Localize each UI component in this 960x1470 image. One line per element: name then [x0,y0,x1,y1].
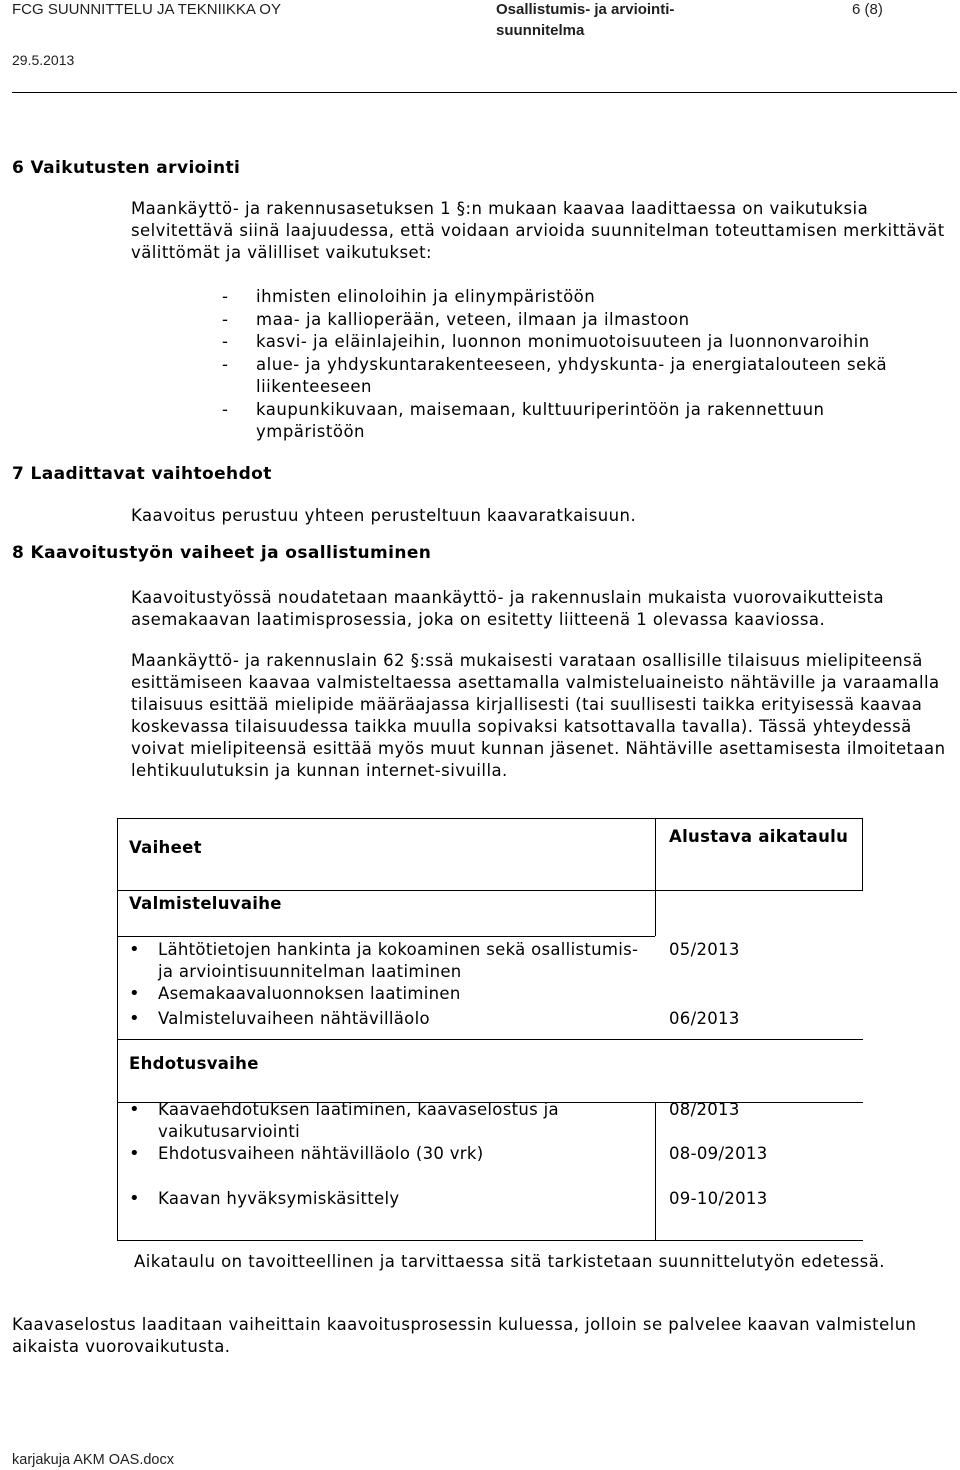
schedule-note: Aikataulu on tavoitteellinen ja tarvittaessa sitä tarkistetaan suunnittelutyön edetessä. [134,1252,885,1271]
table-border-left [117,818,118,1241]
document-title-line1: Osallistumis- ja arviointi- [496,1,675,18]
section-6-intro: Maankäyttö- ja rakennusasetuksen 1 §:n mukaan kaavaa laadittaessa on vaikutuksia selvitettävä siinä laajuudessa, että voidaan arvioida suunnitelman toteuttamisen merkittävät välittömät ja välilliset vaikutukset: [131,199,945,262]
table-border-bottom [117,1240,863,1241]
list-item: • Kaavan hyväksymiskäsittely [125,1188,645,1210]
phase-2-task-3 [125,1188,645,1210]
section-6-heading: 6 Vaikutusten arviointi [12,158,241,178]
phase-2-task-1 [125,1099,645,1143]
document-title-line2: suunnitelma [496,22,585,39]
table-header-schedule: Alustava aikataulu [669,827,849,846]
phase-2-date-1: 08/2013 [669,1100,740,1119]
impact-list [218,286,938,444]
phase-1-title: Valmisteluvaihe [129,894,282,913]
list-item: - kasvi- ja eläinlajeihin, luonnon monimuotoisuuteen ja luonnonvaroihin [218,331,938,354]
phase-2-title: Ehdotusvaihe [129,1054,259,1073]
table-phase1-title-divider [117,936,655,937]
section-8-para1: Kaavoitustyössä noudatetaan maankäyttö- ja rakennuslain mukaista vuorovaikutteista asemakaavan laatimisprosessia, joka on esitetty liitteenä 1 olevassa kaaviossa. [131,588,885,629]
header-rule [12,92,957,93]
phase-1-date: 05/2013 [669,940,740,959]
footer-filename: karjakuja AKM OAS.docx [12,1452,174,1468]
table-header-phases: Vaiheet [129,838,202,857]
company-name: FCG SUUNNITTELU JA TEKNIIKKA OY [12,1,281,18]
list-item: - maa- ja kallioperään, veteen, ilmaan ja ilmastoon [218,309,938,332]
section-8-heading: 8 Kaavoitustyön vaiheet ja osallistuminen [12,543,432,563]
closing-paragraph: Kaavaselostus laaditaan vaiheittain kaavoitusprosessin kuluessa, jolloin se palvelee kaavan valmistelun aikaista vuorovaikutusta. [12,1315,917,1356]
phase-1-display-date: 06/2013 [669,1009,740,1028]
phase-1-display-task [125,1008,645,1030]
section-7-heading: 7 Laadittavat vaihtoehdot [12,464,272,484]
phase-1-tasks [125,939,645,1005]
list-item: • Ehdotusvaiheen nähtävilläolo (30 vrk) [125,1143,645,1165]
table-border-right-header [862,818,863,891]
list-item: - ihmisten elinoloihin ja elinympäristöön [218,286,938,309]
phase-2-date-2: 08-09/2013 [669,1144,768,1163]
table-column-divider-phase1 [655,890,656,936]
list-item: - alue- ja yhdyskuntarakenteeseen, yhdyskunta- ja energiatalouteen sekä liikenteeseen [218,354,938,399]
table-column-divider-header [655,818,656,891]
list-item: • Lähtötietojen hankinta ja kokoaminen sekä osallistumis- ja arviointisuunnitelman laatiminen [125,939,645,983]
phase-2-task-2 [125,1143,645,1165]
list-item: • Valmisteluvaiheen nähtävilläolo [125,1008,645,1030]
table-border-top [117,818,863,819]
table-header-divider [117,890,863,891]
section-7-text: Kaavoitus perustuu yhteen perusteltuun kaavaratkaisuun. [131,506,637,525]
table-column-divider-phase2 [655,1102,656,1240]
table-phase1-divider [117,1039,863,1040]
list-item: • Asemakaavaluonnoksen laatiminen [125,983,645,1005]
list-item: - kaupunkikuvaan, maisemaan, kulttuuriperintöön ja rakennettuun ympäristöön [218,399,938,444]
section-8-para2: Maankäyttö- ja rakennuslain 62 §:ssä mukaisesti varataan osallisille tilaisuus mielipiteensä esittämiseen kaavaa valmisteltaessa asettamalla valmisteluaineisto nähtäville ja varaamalla tilaisuus esittää mielipide määräajassa kirjallisesti (tai suullisesti taikka erityisessä kaavaa koskevassa tilaisuudessa taikka muulla sopivaksi katsottavalla tavalla). Tässä yhteydessä voivat mielipiteensä esittää myös muut kunnan jäsenet. Nähtäville asettamisesta ilmoitetaan lehtikuulutuksin ja kunnan internet-sivuilla. [131,651,946,780]
phase-2-date-3: 09-10/2013 [669,1189,768,1208]
document-date: 29.5.2013 [12,52,75,68]
list-item: • Kaavaehdotuksen laatiminen, kaavaselostus ja vaikutusarviointi [125,1099,645,1143]
page-number: 6 (8) [852,1,883,18]
schedule-table [117,818,863,1240]
